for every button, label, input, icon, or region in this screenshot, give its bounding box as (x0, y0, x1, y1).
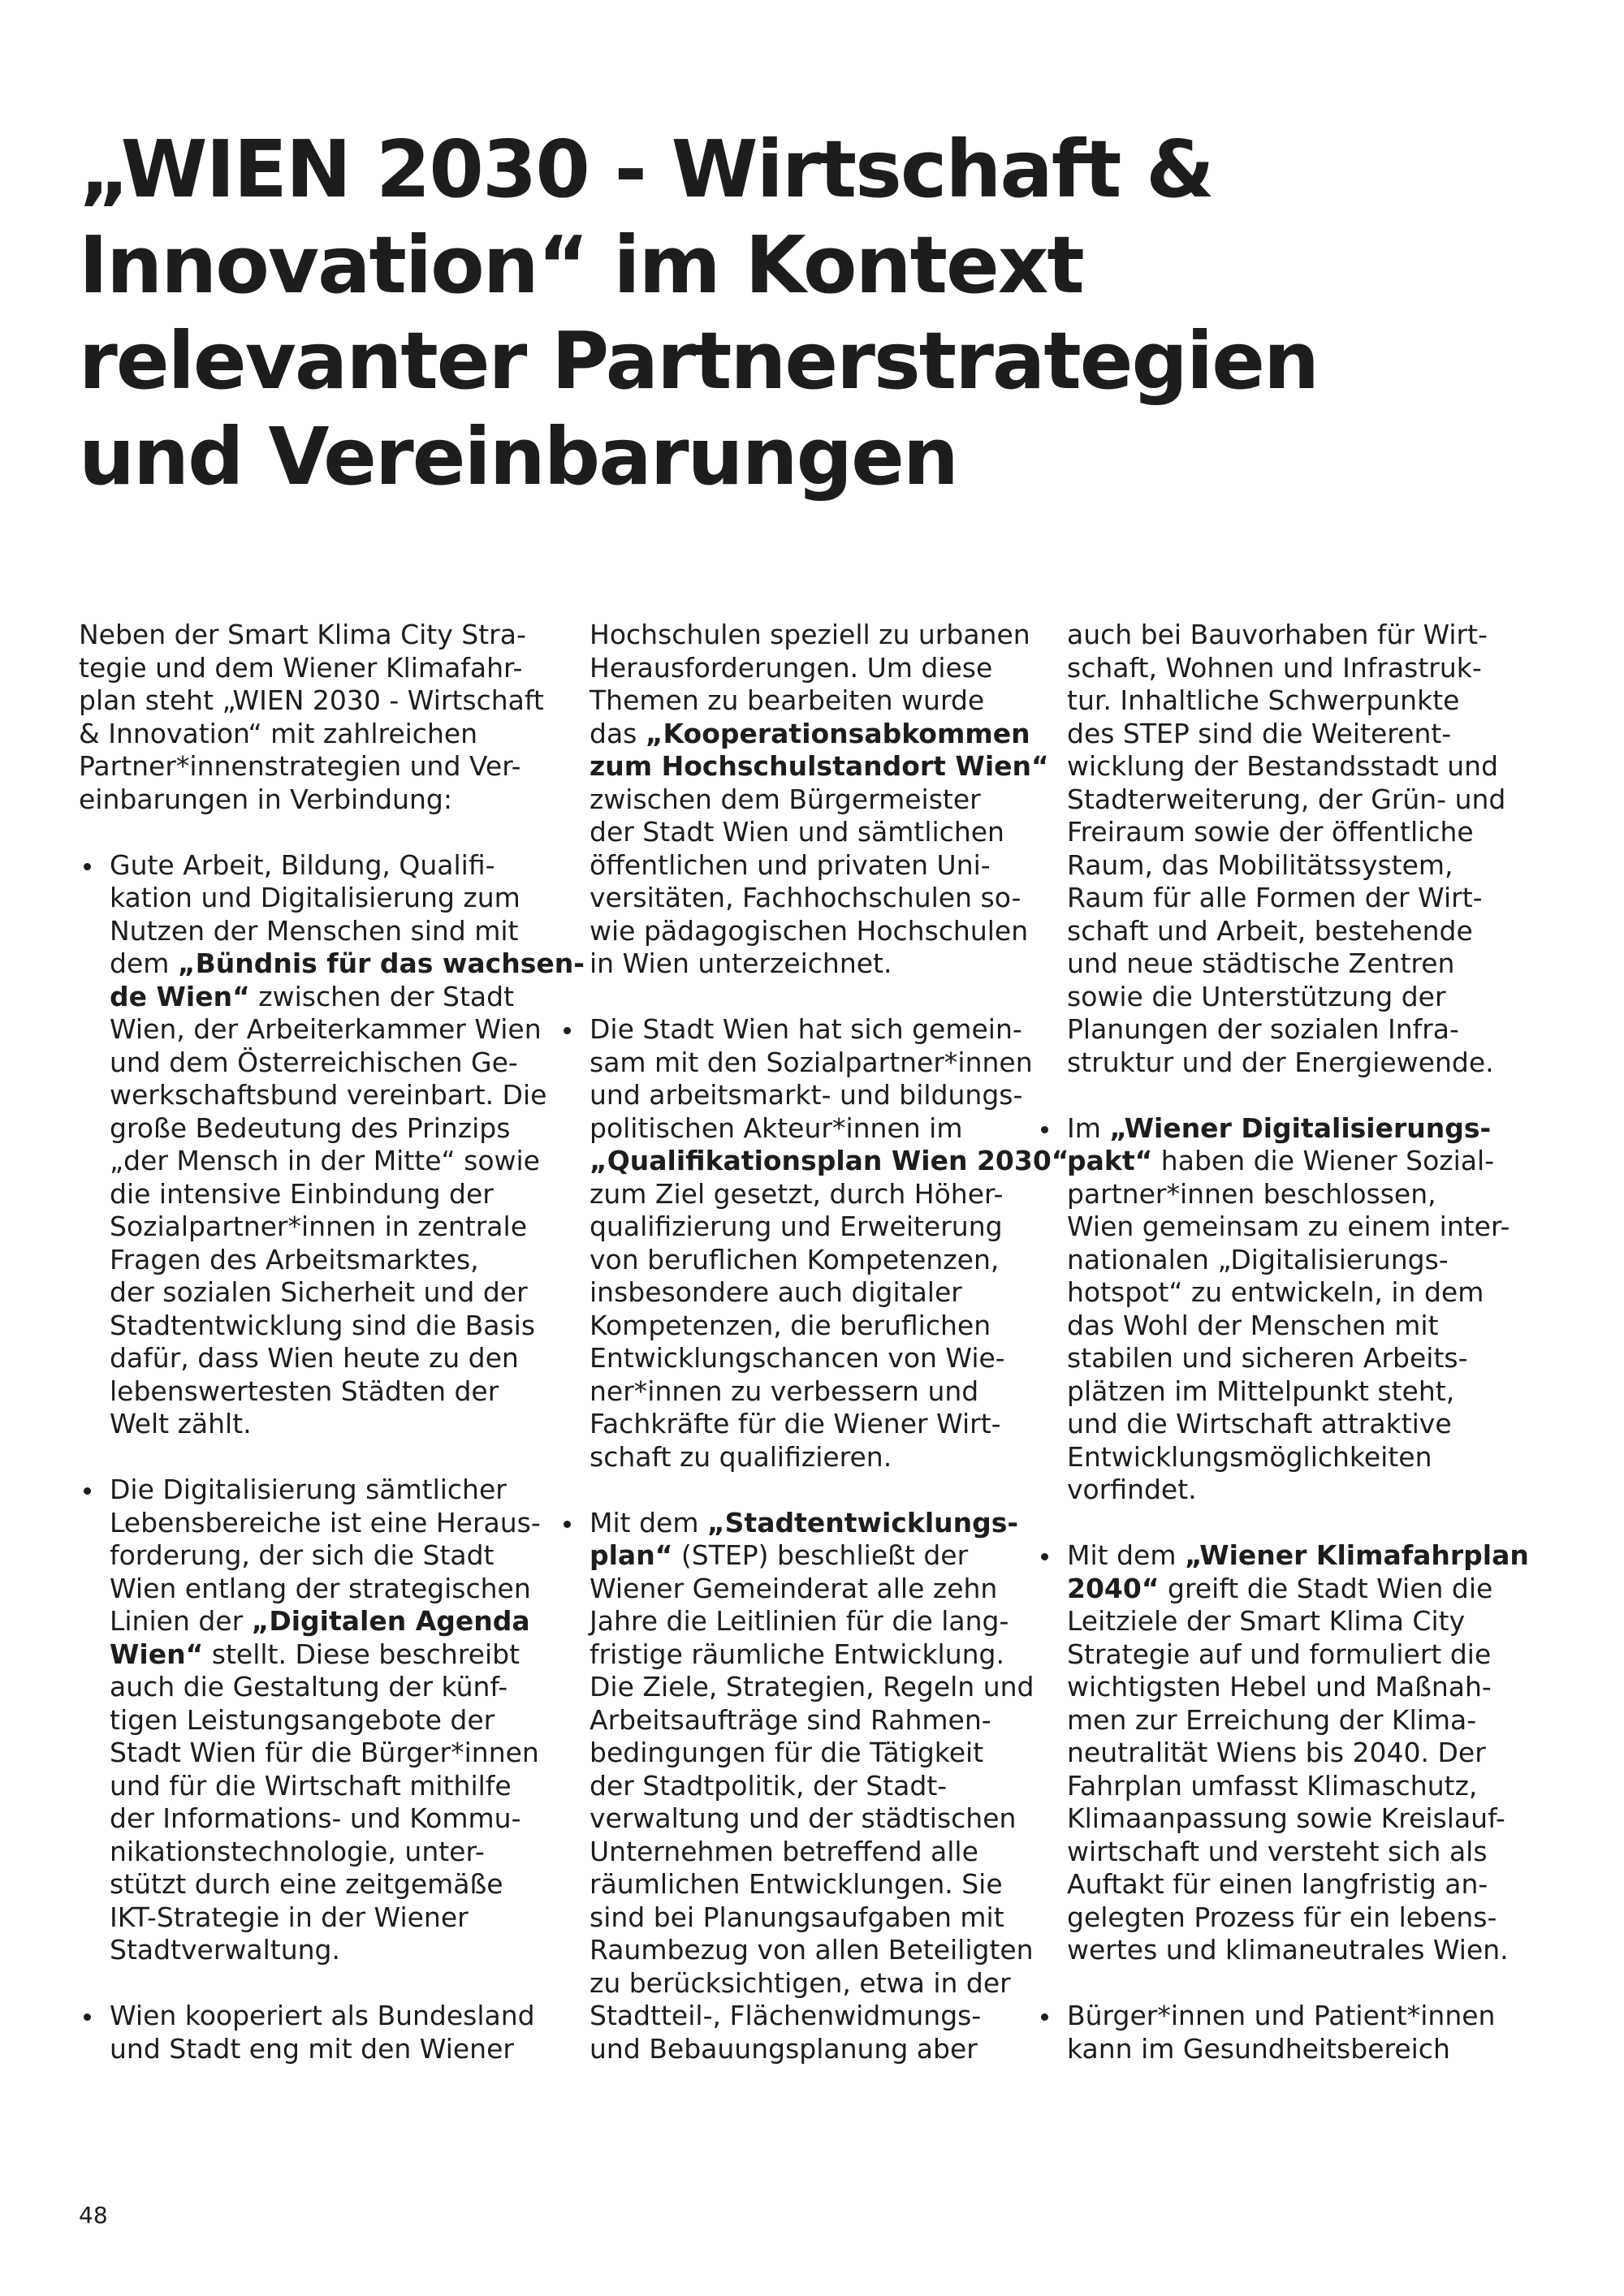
text-run: Mit dem (590, 1506, 707, 1539)
text-line: der Stadtpolitik, der Stadt- (590, 1769, 948, 1802)
text-line: schaft zu qualifizieren. (590, 1440, 892, 1473)
text-line: die intensive Einbindung der (110, 1177, 494, 1210)
text-line: tur. Inhaltliche Schwerpunkte (1067, 684, 1460, 716)
text-column-3 (1036, 619, 1529, 2099)
text-line: Planungen der sozialen Infra- (1067, 1013, 1459, 1045)
text-line: Fahrplan umfasst Klimaschutz, (1067, 1769, 1478, 1802)
text-line (1067, 1112, 1523, 1146)
text-line: in Wien unterzeichnet. (590, 947, 892, 979)
text-line: stabilen und sicheren Arbeits- (1067, 1342, 1468, 1374)
text-line: Wien, der Arbeiterkammer Wien (110, 1013, 542, 1045)
text-line: Klimaanpassung sowie Kreislauf- (1067, 1802, 1505, 1834)
text-line (110, 947, 585, 981)
text-line: forderung, der sich die Stadt (110, 1539, 495, 1571)
emphasis-text: 2040“ (1067, 1572, 1160, 1604)
text-line: der Informations- und Kommu- (110, 1802, 521, 1834)
text-line: schaft und Arbeit, bestehende (1067, 914, 1473, 947)
text-run: haben die Wiener Sozial- (1152, 1145, 1495, 1176)
text-line: Wien entlang der strategischen (110, 1572, 531, 1604)
text-line (110, 1638, 566, 1672)
text-line: „der Mensch in der Mitte“ sowie (110, 1145, 540, 1176)
text-line: Kompetenzen, die beruflichen (590, 1309, 991, 1341)
text-line: plätzen im Mittelpunkt steht, (1067, 1375, 1455, 1407)
text-line: und die Wirtschaft attraktive (1067, 1408, 1452, 1439)
text-line: kann im Gesundheitsbereich (1067, 2032, 1450, 2065)
text-line: Jahre die Leitlinien für die lang- (590, 1605, 1009, 1637)
text-line: & Innovation“ mit zahlreichen (79, 717, 478, 749)
text-line: Themen zu bearbeiten wurde (590, 684, 985, 716)
text-line: Fachkräfte für die Wiener Wirt- (590, 1408, 1001, 1439)
text-line: Hochschulen speziell zu urbanen (590, 619, 1030, 650)
text-line: Partner*innenstrategien und Ver- (79, 750, 521, 782)
text-run: Mit dem (1067, 1539, 1185, 1571)
text-line: das Wohl der Menschen mit (1067, 1309, 1439, 1341)
text-line: Die Stadt Wien hat sich gemein- (590, 1013, 1022, 1045)
title-line: relevanter Partnerstrategien (79, 315, 1319, 407)
text-line: Stadtteil-, Flächenwidmungs- (590, 2000, 982, 2031)
text-line: kation und Digitalisierung zum (110, 882, 520, 913)
text-line: fristige räumliche Entwicklung. (590, 1638, 1004, 1670)
text-line: räumlichen Entwicklungen. Sie (590, 1868, 1003, 1900)
text-line: sowie die Unterstützung der (1067, 980, 1446, 1012)
text-line: und dem Österreichischen Ge- (110, 1046, 518, 1078)
text-run: das (590, 717, 646, 749)
bullet-digitale-agenda (79, 1474, 566, 1967)
text-line: bedingungen für die Tätigkeit (590, 1737, 984, 1768)
text-line: Strategie auf und formuliert die (1067, 1638, 1492, 1670)
text-line: und für die Wirtschaft mithilfe (110, 1769, 512, 1802)
text-line: von beruflichen Kompetenzen, (590, 1243, 1000, 1275)
text-line: nikationstechnologie, unter- (110, 1835, 485, 1867)
text-line: Die Ziele, Strategien, Regeln und (590, 1671, 1034, 1703)
text-line: Bürger*innen und Patient*innen (1067, 2000, 1496, 2031)
bullet-qualifikationsplan (559, 1013, 1069, 1474)
text-line: werkschaftsbund vereinbart. Die (110, 1079, 547, 1111)
text-line: Stadterweiterung, der Grün- und (1067, 783, 1506, 815)
page-title (79, 122, 1524, 505)
text-line: Entwicklungsmöglichkeiten (1067, 1440, 1432, 1473)
text-line: Wien gemeinsam zu einem inter- (1067, 1211, 1510, 1242)
text-line: und arbeitsmarkt- und bildungs- (590, 1079, 1023, 1111)
text-line: Fragen des Arbeitsmarktes, (110, 1243, 479, 1275)
text-line: Welt zählt. (110, 1408, 252, 1439)
text-line: sind bei Planungsaufgaben mit (590, 1901, 1004, 1933)
text-line: und neue städtische Zentren (1067, 947, 1455, 979)
text-line: verwaltung und der städtischen (590, 1802, 1017, 1834)
text-line: der Stadt Wien und sämtlichen (590, 816, 1004, 848)
title-line: Innovation“ im Kontext (79, 219, 1083, 311)
text-line: tegie und dem Wiener Klimafahr- (79, 651, 523, 684)
text-line: Unternehmen betreffend alle (590, 1835, 978, 1867)
text-line: zu berücksichtigen, etwa in der (590, 1966, 1011, 1999)
text-line: Arbeitsaufträge sind Rahmen- (590, 1703, 991, 1736)
text-line: Sozialpartner*innen in zentrale (110, 1211, 527, 1242)
text-line (590, 1507, 1046, 1540)
text-line: auch die Gestaltung der künf- (110, 1671, 508, 1703)
text-line: und Bebauungsplanung aber (590, 2032, 978, 2065)
text-line: qualifizierung und Erweiterung (590, 1211, 1003, 1242)
text-line: Lebensbereiche ist eine Heraus- (110, 1506, 541, 1539)
emphasis-text: „Wiener Digitalisierungs- (1109, 1111, 1492, 1144)
text-line: IKT-Strategie in der Wiener (110, 1901, 469, 1933)
text-column-1 (79, 619, 585, 2099)
text-line: schaft, Wohnen und Infrastruk- (1067, 651, 1482, 684)
emphasis-text: de Wien“ (110, 980, 250, 1012)
text-line (590, 718, 1046, 751)
text-line (110, 1605, 566, 1638)
bullet-klimafahrplan (1036, 1539, 1529, 1967)
text-line: wicklung der Bestandsstadt und (1067, 750, 1499, 782)
text-run: zwischen der Stadt (249, 980, 515, 1012)
emphasis-text: plan“ (590, 1539, 673, 1571)
text-line: auch bei Bauvorhaben für Wirt- (1067, 619, 1488, 650)
text-line: neutralität Wiens bis 2040. Der (1067, 1737, 1486, 1768)
emphasis-text: „Stadtentwicklungs- (706, 1506, 1019, 1539)
text-run: (STEP) beschließt der (672, 1539, 969, 1571)
text-line: Stadtverwaltung. (110, 1934, 340, 1966)
text-line: Wiener Gemeinderat alle zehn (590, 1572, 998, 1604)
emphasis-text: pakt“ (1067, 1145, 1153, 1176)
text-line: wie pädagogischen Hochschulen (590, 914, 1029, 947)
text-line: Stadt Wien für die Bürger*innen (110, 1737, 539, 1768)
text-line (1067, 1145, 1523, 1178)
intro-paragraph (79, 619, 566, 816)
text-line: zwischen dem Bürgermeister (590, 783, 981, 815)
text-line: Entwicklungschancen von Wie- (590, 1342, 1005, 1374)
text-line: Raum für alle Formen der Wirt- (1067, 882, 1483, 913)
bullet-continuation (1036, 619, 1523, 1079)
text-line: struktur und der Energiewende. (1067, 1046, 1494, 1078)
text-run: stellt. Diese beschreibt (203, 1638, 520, 1670)
emphasis-text: „Qualifikationsplan Wien 2030“ (590, 1145, 1069, 1176)
text-line: gelegten Prozess für ein lebens- (1067, 1901, 1497, 1933)
text-line: tigen Leistungsangebote der (110, 1703, 495, 1736)
text-line: öffentlichen und privaten Uni- (590, 848, 991, 881)
text-line: Herausforderungen. Um diese (590, 651, 993, 684)
page-number: 48 (79, 2202, 108, 2229)
emphasis-text: „Kooperationsabkommen (645, 717, 1030, 749)
text-line: hotspot“ zu entwickeln, in dem (1067, 1276, 1484, 1308)
text-run: Im (1067, 1111, 1110, 1144)
text-line: Wien kooperiert als Bundesland (110, 2000, 535, 2031)
text-line: Leitziele der Smart Klima City (1067, 1605, 1466, 1637)
text-line (110, 981, 566, 1014)
text-line: einbarungen in Verbindung: (79, 783, 452, 815)
text-run: dem (110, 947, 178, 979)
text-line: wichtigsten Hebel und Maßnah- (1067, 1671, 1492, 1703)
text-line: der sozialen Sicherheit und der (110, 1276, 528, 1308)
emphasis-text: „Bündnis für das wachsen- (177, 947, 585, 979)
text-line: Neben der Smart Klima City Stra- (79, 619, 526, 650)
text-line: des STEP sind die Weiterent- (1067, 717, 1452, 749)
bullet-hochschulen (79, 2000, 566, 2065)
title-line: und Vereinbarungen (79, 411, 957, 503)
text-line: Gute Arbeit, Bildung, Qualifi- (110, 848, 495, 881)
bullet-buendnis-wachsende-wien (79, 848, 585, 1441)
text-run: Linien der (110, 1605, 252, 1637)
text-line: wertes und klimaneutrales Wien. (1067, 1934, 1509, 1966)
bullet-continuation (559, 619, 1049, 981)
text-line: Nutzen der Menschen sind mit (110, 914, 519, 947)
text-line: insbesondere auch digitaler (590, 1276, 962, 1308)
text-line: men zur Erreichung der Klima- (1067, 1703, 1477, 1736)
text-line: Stadtentwicklung sind die Basis (110, 1309, 536, 1341)
text-line (590, 1539, 1046, 1573)
text-line (1067, 1573, 1523, 1606)
text-line: große Bedeutung des Prinzips (110, 1111, 511, 1144)
bullet-gesundheit (1036, 2000, 1523, 2065)
title-line: „WIEN 2030 - Wirtschaft & (79, 123, 1213, 215)
text-line: plan steht „WIEN 2030 - Wirtschaft (79, 684, 544, 716)
text-line (1067, 1539, 1529, 1573)
bullet-stadtentwicklungsplan (559, 1507, 1046, 2066)
text-line: Auftakt für einen langfristig an- (1067, 1868, 1488, 1900)
emphasis-text: „Digitalen Agenda (251, 1605, 530, 1637)
emphasis-text: Wien“ (110, 1638, 204, 1670)
text-line: Freiraum sowie der öffentliche (1067, 816, 1474, 848)
text-line: partner*innen beschlossen, (1067, 1177, 1436, 1210)
emphasis-text: „Wiener Klimafahrplan (1184, 1539, 1529, 1571)
text-line: lebenswertesten Städten der (110, 1375, 499, 1407)
text-run: greift die Stadt Wien die (1159, 1572, 1493, 1604)
text-line: nationalen „Digitalisierungs- (1067, 1243, 1449, 1275)
text-line: versitäten, Fachhochschulen so- (590, 882, 1021, 913)
text-line: ner*innen zu verbessern und (590, 1375, 979, 1407)
text-line: stützt durch eine zeitgemäße (110, 1868, 503, 1900)
bullet-digitalisierungspakt (1036, 1112, 1523, 1507)
emphasis-text: zum Hochschulstandort Wien“ (590, 750, 1049, 782)
text-line: und Stadt eng mit den Wiener (110, 2032, 514, 2065)
text-column-2 (559, 619, 1069, 2099)
text-line: vorfindet. (1067, 1474, 1197, 1505)
text-line: dafür, dass Wien heute zu den (110, 1342, 519, 1374)
text-line: Raumbezug von allen Beteiligten (590, 1934, 1034, 1966)
text-line: sam mit den Sozialpartner*innen (590, 1046, 1033, 1078)
text-line: Raum, das Mobilitätssystem, (1067, 848, 1453, 881)
text-line: politischen Akteur*innen im (590, 1111, 963, 1144)
text-line: zum Ziel gesetzt, durch Höher- (590, 1177, 1004, 1210)
text-line: Die Digitalisierung sämtlicher (110, 1474, 507, 1505)
text-line: wirtschaft und versteht sich als (1067, 1835, 1488, 1867)
